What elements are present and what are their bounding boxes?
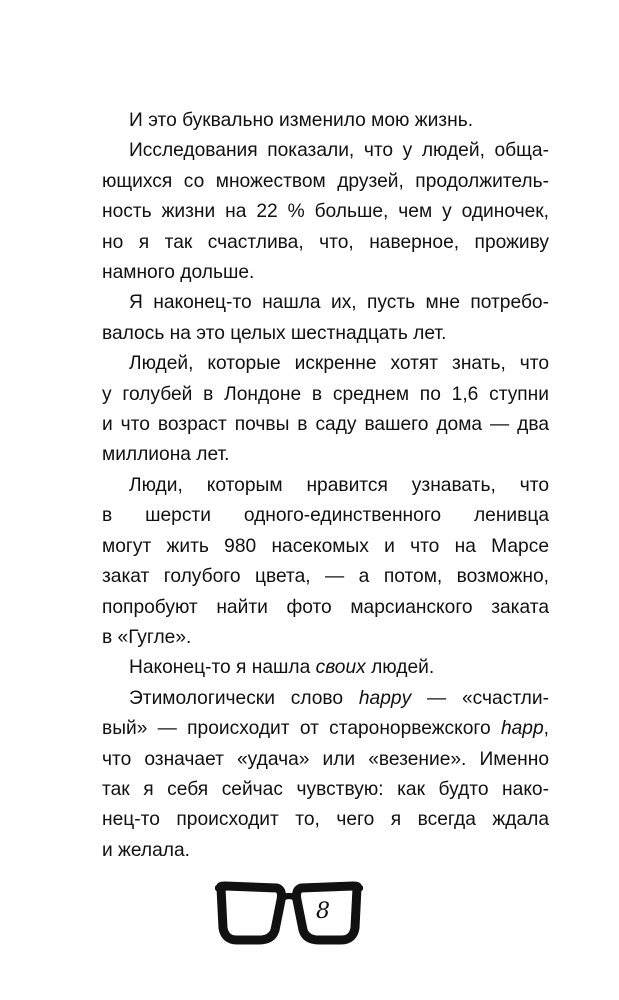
text-line: И это буквально изменило мою жизнь. (129, 110, 474, 131)
page-number: 8 (316, 899, 330, 924)
text-line (102, 714, 549, 744)
text-line: ющихся со множеством друзей, продолжитель- (102, 170, 549, 192)
paragraph-6 (102, 653, 549, 683)
paragraph-3 (102, 288, 549, 349)
emphasis-text: happ (500, 718, 544, 740)
text-line: но я так счастлива, что, наверное, проживу (102, 231, 549, 253)
page-body (102, 106, 549, 866)
text-run: — «счастли- (411, 687, 549, 709)
text-line: так я себя сейчас чувствую: как будто нако- (102, 778, 549, 800)
text-line: Я наконец-то нашла их, пусть мне потребо- (129, 292, 549, 314)
text-run: людей. (365, 657, 435, 679)
text-line: и что возраст почвы в саду вашего дома — два (102, 414, 549, 436)
paragraph-5 (102, 471, 549, 653)
paragraph-2 (102, 136, 549, 288)
text-line: могут жить 980 насекомых и что на Марсе (102, 535, 549, 557)
text-line: валось на это целых шестнадцать лет. (102, 322, 447, 344)
text-line: в «Гугле». (102, 626, 192, 648)
text-run: Этимологически слово (129, 687, 359, 709)
text-line: в шерсти одного-единственного ленивца (102, 505, 549, 527)
text-run: , (543, 718, 549, 740)
text-line: миллиона лет. (102, 444, 230, 466)
text-line: закат голубого цвета, — а потом, возможно, (102, 566, 549, 588)
text-line: попробуют найти фото марсианского заката (102, 596, 549, 618)
paragraph-4 (102, 349, 549, 471)
text-line: Людей, которые искренне хотят знать, что (129, 353, 549, 375)
text-line (102, 653, 549, 683)
text-line: нец-то происходит то, чего я всегда ждала (102, 809, 549, 831)
emphasis-text: своих (315, 657, 366, 679)
text-line: у голубей в Лондоне в среднем по 1,6 ступни (102, 383, 549, 405)
text-run: вый» — происходит от старонорвежского (102, 718, 501, 740)
text-line: Исследования показали, что у людей, обща- (129, 140, 549, 162)
text-line: намного дольше. (102, 262, 255, 284)
glasses-icon (215, 880, 363, 946)
emphasis-text: happy (358, 687, 412, 709)
text-line: что означает «удача» или «везение». Именно (102, 748, 549, 770)
text-run: Наконец-то я нашла (129, 657, 316, 679)
text-line (102, 684, 549, 714)
text-line: ность жизни на 22 % больше, чем у одиночек, (102, 201, 549, 223)
paragraph-7 (102, 684, 549, 866)
paragraph-1 (102, 106, 549, 136)
text-line: Люди, которым нравится узнавать, что (129, 474, 549, 496)
text-line: и желала. (102, 839, 190, 861)
